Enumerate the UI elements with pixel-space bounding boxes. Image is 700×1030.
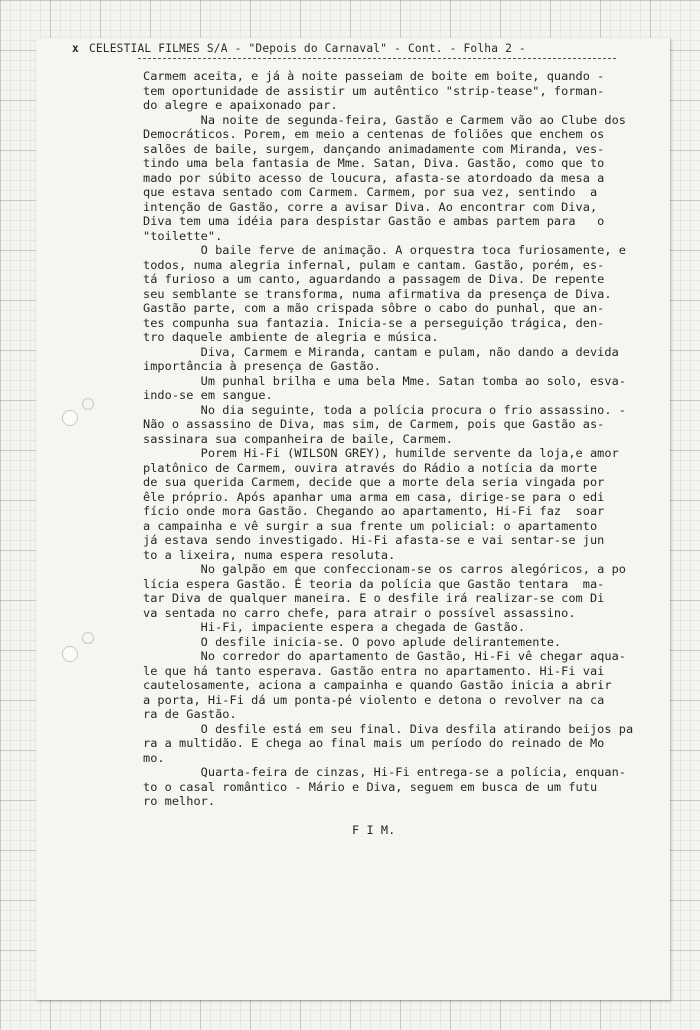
text-line: salões de baile, surgem, dançando animadamente com Miranda, ves- xyxy=(143,141,605,156)
text-line: Diva tem uma idéia para despistar Gastão e ambas partem para o xyxy=(143,214,605,228)
text-line: No corredor do apartamento de Gastão, Hi-Fi vê chegar aqua- xyxy=(143,649,626,663)
header-title: CELESTIAL FILMES S/A - "Depois do Carnaval" - Cont. - Folha 2 - xyxy=(88,42,526,55)
text-line: do alegre e apaixonado par. xyxy=(143,98,338,112)
text-line: platônico de Carmem, ouvira através do Rádio a notícia da morte xyxy=(143,460,598,475)
text-line xyxy=(143,809,633,824)
text-line: ra de Gastão. xyxy=(143,707,237,721)
text-line: O desfile está em seu final. Diva desfila atirando beijos pa xyxy=(143,721,634,736)
text-line: êle próprio. Após apanhar uma arma em casa, dirige-se para o edi xyxy=(143,489,605,504)
text-line: a campainha e vê surgir a sua frente um policial: o apartamento xyxy=(143,518,598,533)
page-header xyxy=(72,42,617,55)
text-line: Gastão parte, com a mão crispada sôbre o cabo do punhal, que an- xyxy=(143,301,605,315)
text-line: sassinara sua companheira de baile, Carmem. xyxy=(143,431,453,446)
text-line: mado por súbito acesso de loucura, afasta-se atordoado da mesa a xyxy=(143,170,605,185)
text-line: cautelosamente, aciona a campainha e quando Gastão inicia a abrir xyxy=(143,678,612,692)
text-line: seu semblante se transforma, numa afirmativa da presença de Diva. xyxy=(143,286,612,301)
text-line: Democráticos. Porem, em meio a centenas de foliões que enchem os xyxy=(143,127,605,141)
script-body xyxy=(143,69,633,838)
text-line: tindo uma bela fantasia de Mme. Satan, Diva. Gastão, como que to xyxy=(143,156,605,170)
text-line: Não o assassino de Diva, mas sim, de Carmem, pois que Gastão as- xyxy=(143,417,605,431)
text-line: No galpão em que confeccionam-se os carros alegóricos, a po xyxy=(143,562,626,576)
punch-hole-upper xyxy=(62,410,78,426)
text-line: tem oportunidade de assistir um autêntico "strip-tease", forman- xyxy=(143,83,605,98)
text-line: O desfile inicia-se. O povo aplude delirantemente. xyxy=(143,634,562,649)
text-line: Na noite de segunda-feira, Gastão e Carmem vão ao Clube dos xyxy=(143,112,626,127)
text-line: mo. xyxy=(143,750,165,765)
text-line: Quarta-feira de cinzas, Hi-Fi entrega-se a polícia, enquan- xyxy=(143,765,626,779)
text-line: todos, numa alegria infernal, pulam e cantam. Gastão, porém, es- xyxy=(143,257,605,272)
text-line: intenção de Gastão, corre a avisar Diva. Ao encontrar com Diva, xyxy=(143,199,598,214)
header-rule xyxy=(138,58,616,60)
text-line: Hi-Fi, impaciente espera a chegada de Gastão. xyxy=(143,620,526,634)
text-line: tro daquele ambiente de alegria e música. xyxy=(143,330,439,344)
text-line: tá furioso a um canto, aguardando a passagem de Diva. De repente xyxy=(143,272,605,286)
text-line: F I M. xyxy=(143,823,396,837)
text-line: va sentada no carro chefe, para atrair o possível assassino. xyxy=(143,605,576,620)
text-line: indo-se em sangue. xyxy=(143,388,273,402)
header-mark: x xyxy=(72,42,79,55)
text-line: to a lixeira, numa espera resoluta. xyxy=(143,547,396,562)
text-line: já estava sendo investigado. Hi-Fi afasta-se e vai sentar-se jun xyxy=(143,533,605,547)
text-line: ro melhor. xyxy=(143,794,216,808)
text-line: fício onde mora Gastão. Chegando ao apartamento, Hi-Fi faz soar xyxy=(143,504,605,518)
text-line: lícia espera Gastão. É teoria da polícia que Gastão tentara ma- xyxy=(143,576,605,591)
text-line: O baile ferve de animação. A orquestra toca furiosamente, e xyxy=(143,243,626,257)
text-line: No dia seguinte, toda a polícia procura o frio assassino. - xyxy=(143,402,626,417)
text-line: Porem Hi-Fi (WILSON GREY), humilde servente da loja,e amor xyxy=(143,446,619,460)
text-line: a porta, Hi-Fi dá um ponta-pé violento e detona o revolver na ca xyxy=(143,692,605,707)
text-line: de sua querida Carmem, decide que a morte dela seria vingada por xyxy=(143,475,605,489)
text-line: "toilette". xyxy=(143,228,223,243)
text-line: tes compunha sua fantazia. Inicia-se a perseguição trágica, den- xyxy=(143,315,605,330)
text-line: tar Diva de qualquer maneira. E o desfile irá realizar-se com Di xyxy=(143,591,605,605)
text-line: to o casal romântico - Mário e Diva, seguem em busca de um futu xyxy=(143,779,598,794)
text-line: importância à presença de Gastão. xyxy=(143,359,381,373)
punch-hole-lower xyxy=(62,646,78,662)
text-line: Carmem aceita, e já à noite passeiam de boite em boite, quando - xyxy=(143,69,605,83)
text-line: ra a multidão. E chega ao final mais um período do reinado de Mo xyxy=(143,736,605,750)
punch-mark-lower xyxy=(82,632,94,644)
text-line: Um punhal brilha e uma bela Mme. Satan tomba ao solo, esva- xyxy=(143,373,626,388)
punch-mark-upper xyxy=(82,398,94,410)
text-line: le que há tanto esperava. Gastão entra no apartamento. Hi-Fi vai xyxy=(143,663,605,678)
text-line: Diva, Carmem e Miranda, cantam e pulam, não dando a devida xyxy=(143,344,619,359)
text-line: que estava sentado com Carmem. Carmem, por sua vez, sentindo a xyxy=(143,185,598,199)
